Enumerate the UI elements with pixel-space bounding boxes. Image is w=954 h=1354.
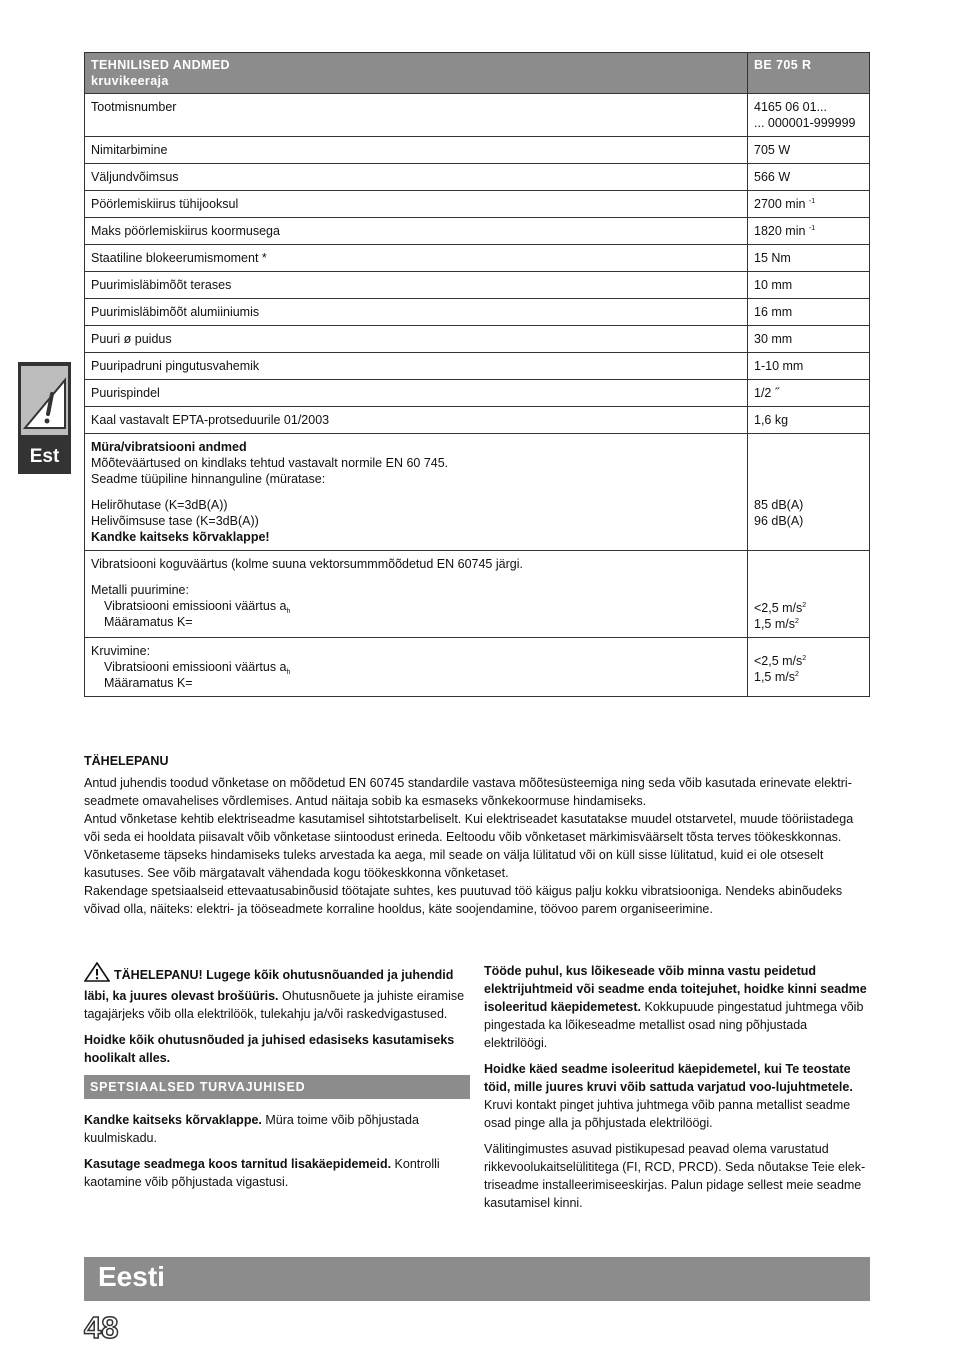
- metal-drilling-label: Metalli puurimine:: [91, 583, 189, 597]
- notice-block: [84, 752, 870, 918]
- row-label: Staatiline blokeerumismoment *: [85, 245, 748, 272]
- sound-power-value: 96 dB(A): [754, 514, 804, 528]
- screw-uncertainty-value: 1,5 $m/s^2$: [754, 670, 799, 684]
- uncertainty-label: Määramatus K=: [104, 615, 193, 629]
- left-column: [84, 962, 470, 1199]
- notice-line: Rakendage spetsiaalseid ettevaatusabinõusid töötajate suhtes, kes puutuvad töö käigus palju kokku vibratsiooniga. Nendeks abinõudeks: [84, 884, 843, 898]
- screwing-label-cell: [85, 638, 748, 697]
- sound-power-label: Helivõimsuse tase (K=3dB(A)): [91, 514, 259, 528]
- table-row: [85, 245, 870, 272]
- product-number-value: 4165 06 01...: [754, 100, 827, 114]
- notice-line: seadmete omavahelises võrdlemises. Antud näitaja sobib ka esmaseks võnkekoormuse hindamiseks.: [84, 794, 647, 808]
- right-column: [484, 962, 870, 1220]
- language-banner: [84, 1257, 870, 1301]
- row-label: Väljundvõimsus: [85, 164, 748, 191]
- notice-line: võivad olla, näiteks: elektri- ja tööseadmete korraline hooldus, käte soojendamine, töövoo parem organiseerimine.: [84, 902, 713, 916]
- row-value: 1,6 kg: [748, 407, 870, 434]
- row-value: 705 W: [748, 137, 870, 164]
- screw-emission-value: <2,5 $m/s^2$: [754, 654, 807, 668]
- table-row: [85, 272, 870, 299]
- language-side-tab: [18, 362, 71, 474]
- metal-emission-value: <2,5 $m/s^2$: [754, 601, 807, 615]
- table-row: [85, 299, 870, 326]
- sound-pressure-label: Helirõhutase (K=3dB(A)): [91, 498, 228, 512]
- table-header-row: [85, 53, 870, 94]
- row-label: Puuri ø puidus: [85, 326, 748, 353]
- notice-line: Antud võnketase kehtib elektriseadme kasutamisel sihtotstarbeliselt. Kui elektriseadet kasutatakse muudel otstarvetel, muude tööriistadega: [84, 812, 854, 826]
- auxiliary-handle-paragraph: Kasutage seadmega koos tarnitud lisakäepidemeid. Kontrolli kaotamine võib põhjustada vigastusi.: [84, 1157, 440, 1189]
- hidden-wiring-paragraph: Tööde puhul, kus lõikeseade võib minna vastu peidetud elektrijuhtmeid või seadme enda toitejuhet, hoidke kinni seadme isoleeritud käepidemetest. Kokkupuude pingestatud juhtmega võib pingestada ka lõikeseadme metallist osad ning põhjustada elektrilöögi.: [484, 964, 867, 1050]
- notice-line: või seda ei hooldata piisavalt võib võnketase siintoodust erineda. Eeltoodu võib võnketaset märkimisväärselt tõsta terves töökeskkonnas.: [84, 830, 842, 844]
- page-number: 48: [84, 1310, 119, 1345]
- technical-data-table: [84, 52, 870, 697]
- metal-uncertainty-value: 1,5 $m/s^2$: [754, 617, 799, 631]
- row-label: Puurispindel: [85, 380, 748, 407]
- sound-pressure-value: 85 dB(A): [754, 498, 804, 512]
- noise-row: [85, 434, 870, 551]
- row-value: 16 mm: [748, 299, 870, 326]
- safety-warning-paragraph: [84, 962, 470, 1023]
- warning-bold-text: TÄHELEPANU! Lugege kõik ohutusnõuanded ja juhendid läbi, ka juures olevast brošüüris.: [84, 968, 454, 1003]
- table-row: [85, 191, 870, 218]
- language-label: Est: [29, 446, 60, 467]
- uncertainty-label: Määramatus K=: [104, 676, 193, 690]
- noise-label-cell: [85, 434, 748, 551]
- emission-label: Vibratsiooni emissiooni väärtus $a_h$: [104, 660, 291, 676]
- section-heading: SPETSIAALSED TURVAJUHISED: [84, 1075, 470, 1099]
- table-row: [85, 94, 870, 137]
- table-row: [85, 164, 870, 191]
- table-header-title-cell: [85, 53, 748, 94]
- row-label: Kaal vastavalt EPTA-protseduurile 01/2003: [85, 407, 748, 434]
- noise-value-cell: [748, 434, 870, 551]
- warning-triangle-icon: [21, 366, 68, 435]
- table-title: TEHNILISED ANDMED: [91, 58, 230, 72]
- noise-line: Seadme tüüpiline hinnanguline (müratase:: [91, 472, 326, 486]
- row-label: Puurimisläbimõõt alumiiniumis: [85, 299, 748, 326]
- row-label: Nimitarbimine: [85, 137, 748, 164]
- banner-title: Eesti: [98, 1261, 165, 1292]
- ear-protection-note: Kandke kaitseks kõrvaklappe!: [91, 530, 270, 544]
- screwing-value-cell: [748, 638, 870, 697]
- table-row: [85, 326, 870, 353]
- outdoor-sockets-paragraph: Välitingimustes asuvad pistikupesad peavad olema varustatud rikkevoolukaitselülititega (FI, RCD, PRCD). Seda nõutakse Teie elek-triseadme installeerimiseeskirjas. Palun pidage sellest meie seadme kasutamisel kinni.: [484, 1142, 866, 1210]
- noise-line: Mõõteväärtused on kindlaks tehtud vastavalt normile EN 60 745.: [91, 456, 449, 470]
- vibration-screw-row: [85, 638, 870, 697]
- row-value: 566 W: [748, 164, 870, 191]
- keep-instructions-note: Hoidke kõik ohutusnõuded ja juhised edasiseks kasutamiseks hoolikalt alles.: [84, 1033, 455, 1065]
- vibration-metal-row: [85, 551, 870, 638]
- notice-heading: TÄHELEPANU: [84, 754, 169, 768]
- table-model: BE 705 R: [748, 53, 870, 94]
- vibration-label-cell: [85, 551, 748, 638]
- table-row: [85, 380, 870, 407]
- insulated-handles-paragraph: Hoidke käed seadme isoleeritud käepidemetel, kui Te teostate töid, mille juures kruvi võib sattuda varjatud voo-lujuhtmetele. Kruvi kontakt pinget juhtiva juhtmega võib panna metallist seadme osad pinge alla ja põhjustada elektrilöögi.: [484, 1062, 853, 1130]
- notice-line: Antud juhendis toodud võnketase on mõõdetud EN 60745 standardile vastava mõõtesüsteemiga ning seda võib kasutada erinevate elektri-: [84, 776, 852, 790]
- noise-title: Müra/vibratsiooni andmed: [91, 440, 247, 454]
- row-value: 2700 min $^{-1}$: [748, 191, 870, 218]
- row-value: 1/2 ˝: [748, 380, 870, 407]
- row-value: 10 mm: [748, 272, 870, 299]
- vibration-intro: Vibratsiooni koguväärtus (kolme suuna vektorsummmõõdetud EN 60745 järgi.: [91, 557, 523, 571]
- row-value: 30 mm: [748, 326, 870, 353]
- row-label: Puuripadruni pingutusvahemik: [85, 353, 748, 380]
- warning-text: Ohutusnõuete ja juhiste eiramise tagajärjeks võib olla elektrilöök, tulekahju ja/või raskedvigastused.: [84, 989, 465, 1021]
- row-value: 1-10 mm: [748, 353, 870, 380]
- notice-line: Võnketaseme täpseks hindamiseks tuleks arvestada ka aega, mil seade on välja lülitatud või on küll sisse lülitatud, kuid ei ole otseselt: [84, 848, 824, 862]
- emission-label: Vibratsiooni emissiooni väärtus $a_h$: [104, 599, 291, 615]
- row-label: Pöörlemiskiirus tühijooksul: [85, 191, 748, 218]
- table-row: [85, 353, 870, 380]
- table-row: [85, 137, 870, 164]
- row-value: [748, 94, 870, 137]
- table-subtitle: kruvikeeraja: [91, 74, 169, 88]
- row-label: Tootmisnumber: [85, 94, 748, 137]
- row-label: Maks pöörlemiskiirus koormusega: [85, 218, 748, 245]
- screwing-label: Kruvimine:: [91, 644, 151, 658]
- warning-icon: [84, 962, 110, 987]
- vibration-value-cell: [748, 551, 870, 638]
- table-row: [85, 407, 870, 434]
- row-value: 1820 min $^{-1}$: [748, 218, 870, 245]
- table-row: [85, 218, 870, 245]
- serial-range-value: ... 000001-999999: [754, 116, 856, 130]
- ear-protection-paragraph: Kandke kaitseks kõrvaklappe. Müra toime võib põhjustada kuulmiskadu.: [84, 1113, 419, 1145]
- row-label: Puurimisläbimõõt terases: [85, 272, 748, 299]
- row-value: 15 Nm: [748, 245, 870, 272]
- notice-line: kasutuses. See võib märgatavalt vähendada kogu töökeskkonna võnketaset.: [84, 866, 509, 880]
